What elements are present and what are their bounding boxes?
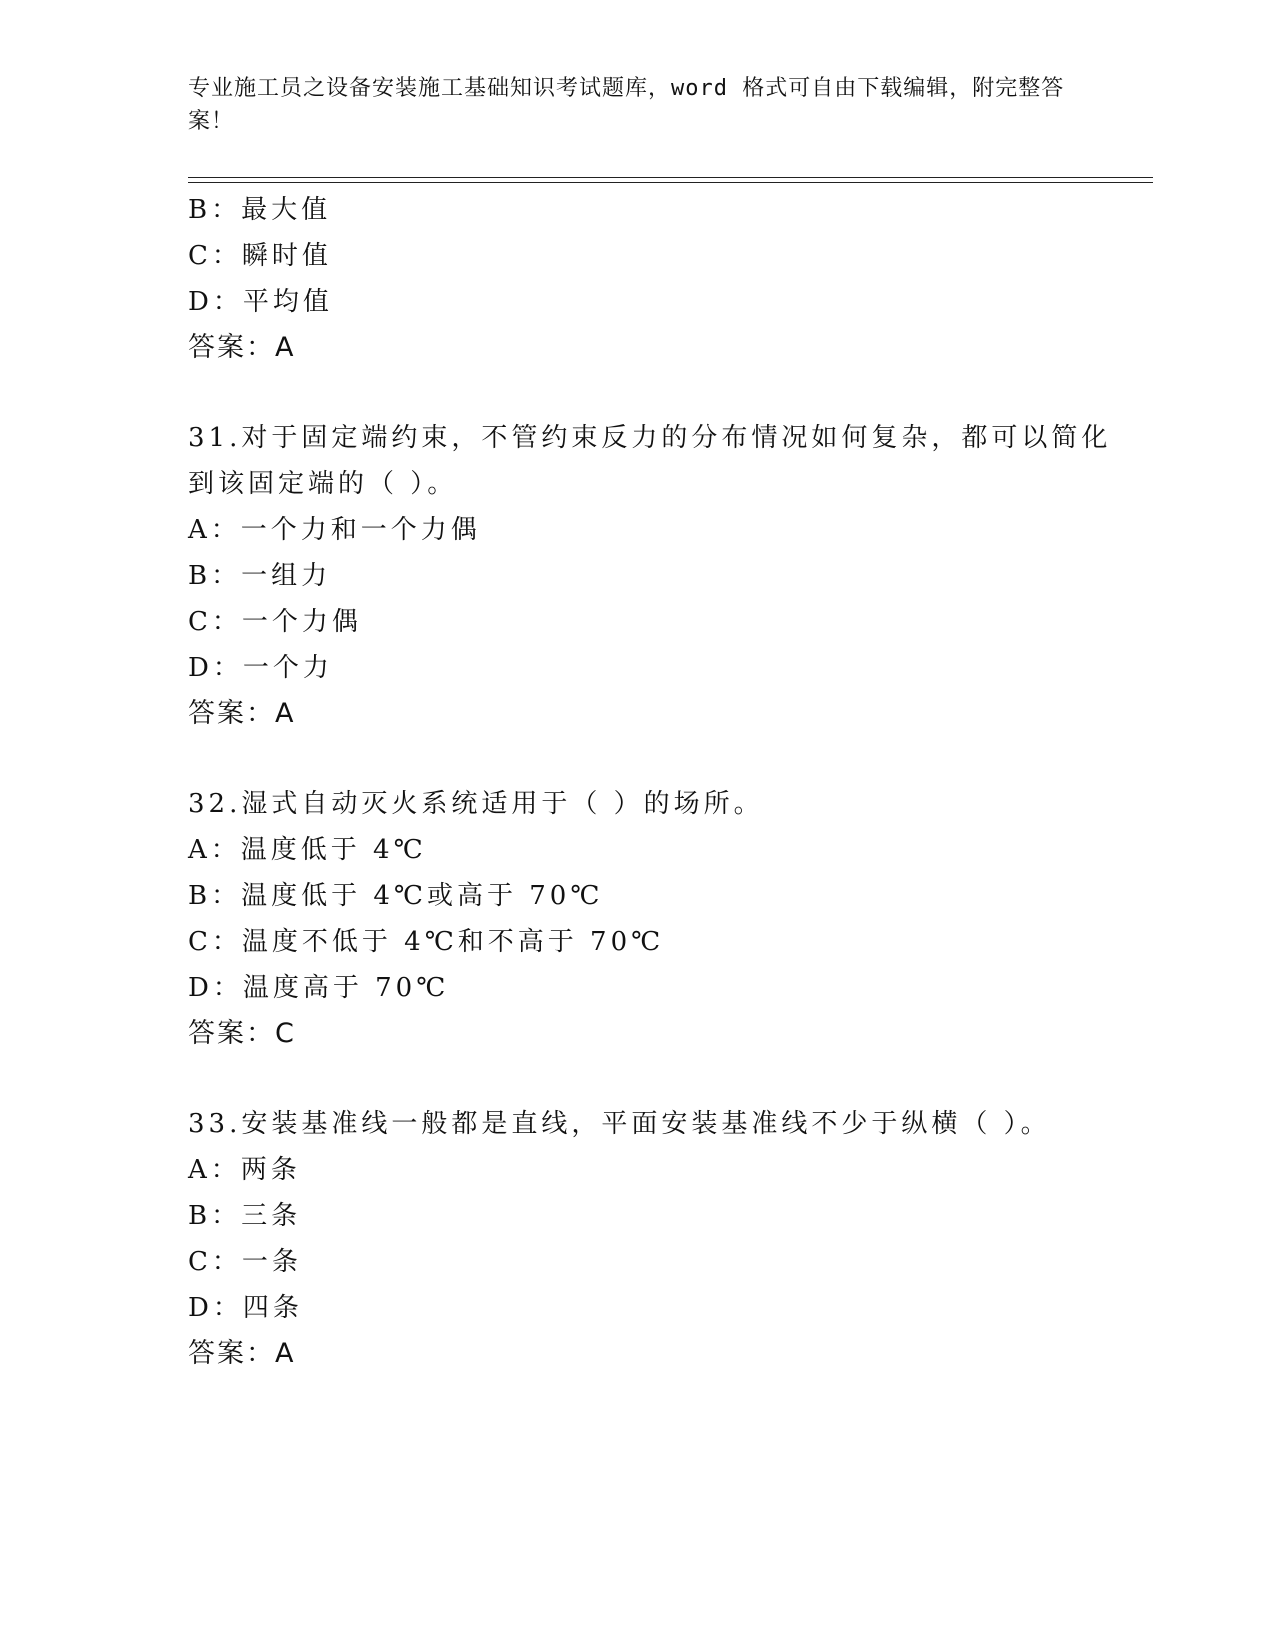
- answer-line: 答案：A: [188, 698, 296, 729]
- question-33: [188, 1101, 1088, 1377]
- question-stem-line: 32.湿式自动灭火系统适用于（ ）的场所。: [188, 789, 764, 819]
- option-d: D：四条: [188, 1293, 303, 1323]
- prev-question-block: [188, 187, 1088, 371]
- question-32: [188, 781, 1088, 1057]
- document-header: 专业施工员之设备安装施工基础知识考试题库，word 格式可自由下载编辑，附完整答案！: [188, 76, 1065, 134]
- option-b: B：温度低于 4℃或高于 70℃: [188, 881, 604, 911]
- question-stem-line: 31.对于固定端约束，不管约束反力的分布情况如何复杂，都可以简化: [188, 423, 1112, 453]
- option-c: C：瞬时值: [188, 241, 332, 271]
- answer-line: 答案：A: [188, 1338, 296, 1369]
- option-c: C：温度不低于 4℃和不高于 70℃: [188, 927, 665, 957]
- option-b: B：最大值: [188, 195, 332, 225]
- question-stem-line: 33.安装基准线一般都是直线，平面安装基准线不少于纵横（ ）。: [188, 1109, 1051, 1139]
- option-a: A：两条: [188, 1155, 301, 1185]
- header-rule-top: [188, 177, 1153, 178]
- option-a: A：温度低于 4℃: [188, 835, 427, 865]
- option-a: A：一个力和一个力偶: [188, 515, 481, 545]
- option-b: B：一组力: [188, 561, 332, 591]
- option-c: C：一条: [188, 1247, 302, 1277]
- answer-line: 答案：A: [188, 332, 296, 363]
- question-stem-line: 到该固定端的（ ）。: [188, 469, 458, 499]
- spacer: [188, 737, 1088, 781]
- header-rule-bottom: [188, 182, 1153, 183]
- option-d: D：一个力: [188, 653, 333, 683]
- option-c: C：一个力偶: [188, 607, 362, 637]
- answer-line: 答案：C: [188, 1018, 296, 1049]
- option-d: D：温度高于 70℃: [188, 973, 450, 1003]
- spacer: [188, 371, 1088, 415]
- spacer: [188, 1057, 1088, 1101]
- question-31: [188, 415, 1112, 737]
- question-list: [188, 187, 1112, 1377]
- option-b: B：三条: [188, 1201, 302, 1231]
- option-d: D：平均值: [188, 287, 333, 317]
